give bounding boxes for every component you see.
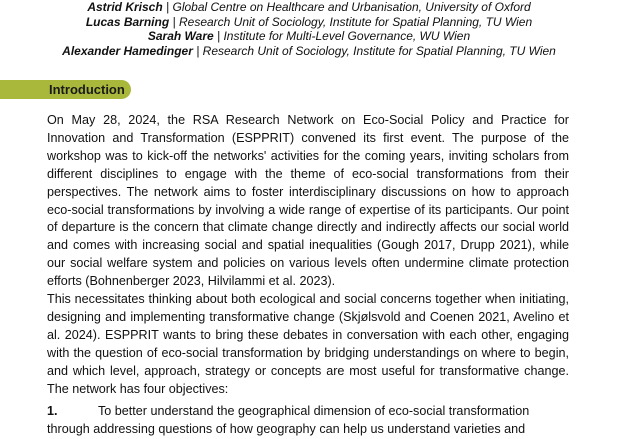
author-affiliation: | Research Unit of Sociology, Institute for Spatial Planning, TU Wien bbox=[196, 43, 556, 58]
author-name: Sarah Ware bbox=[147, 29, 214, 43]
author-name: Alexander Hamedinger bbox=[62, 43, 193, 58]
author-line bbox=[0, 44, 618, 59]
body-text bbox=[47, 112, 569, 399]
author-affiliation: | Research Unit of Sociology, Institute for Spatial Planning, TU Wien bbox=[172, 14, 533, 29]
paragraph: On May 28, 2024, the RSA Research Network on Eco-Social Policy and Practice for Innovation and Transformation (ESPPRIT) convened its first event. The purpose of the workshop was to kick-off the networks' activities for the coming years, inviting scholars from different disciplines to engage with the theme of eco-social transformations from their perspectives. The network aims to foster interdisciplinary discussions on how to approach eco-social transformations by involving a wide range of expertise of its participants. Our point of departure is the concern that climate change directly and indirectly affects our social world and comes with increasing social and spatial inequalities (Gough 2017, Drupp 2021), while our social welfare system and policies on various levels often undermine climate protection efforts (Bohnenberger 2023, Hilvilammi et al. 2023). bbox=[47, 113, 569, 289]
author-affiliation: | Global Centre on Healthcare and Urbanisation, University of Oxford bbox=[166, 0, 531, 14]
author-line bbox=[0, 29, 618, 44]
author-line bbox=[0, 0, 618, 15]
list-item-text: To better understand the geographical dimension of eco-social transformation through addressing questions of how geography can help us understand varieties and bbox=[47, 404, 530, 436]
author-affiliation: | Institute for Multi-Level Governance, WU Wien bbox=[217, 29, 471, 43]
author-name: Lucas Barning bbox=[85, 14, 170, 29]
author-line bbox=[0, 15, 618, 30]
paragraph: This necessitates thinking about both ecological and social concerns together when initiating, designing and implementing transformative change (Skjølsvold and Coenen 2021, Avelino et al. 2024). ESPPRIT wants to bring these debates in conversation with each other, engaging with the question of eco-social transformation by bridging understandings on where to begin, and which level, approach, strategy or concepts are most useful for transformative change. The network has four objectives: bbox=[47, 292, 569, 396]
section-title: Introduction bbox=[49, 82, 125, 97]
list-number: 1. bbox=[47, 404, 58, 418]
objective-list-item bbox=[47, 403, 569, 439]
author-name: Astrid Krisch bbox=[87, 0, 163, 14]
author-list bbox=[0, 0, 618, 58]
